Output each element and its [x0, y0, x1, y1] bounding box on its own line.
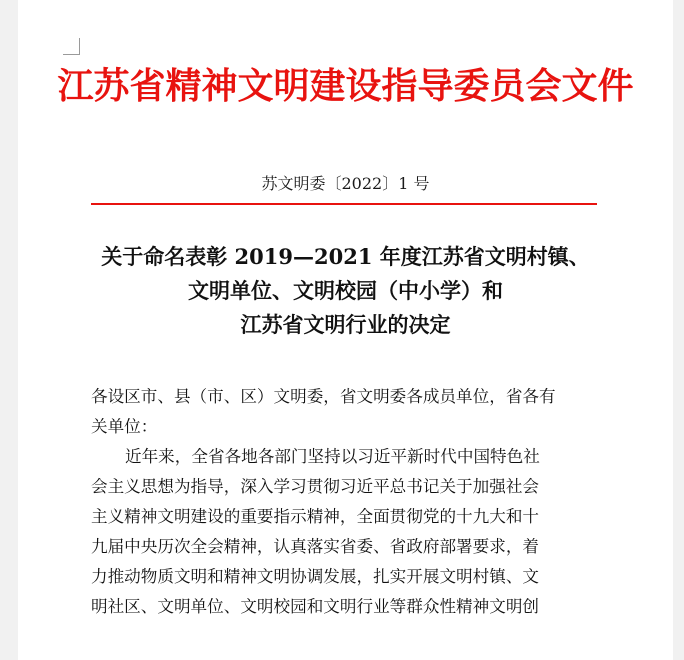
document-body [91, 382, 611, 622]
paragraph-line: 明社区、文明单位、文明校园和文明行业等群众性精神文明创 [91, 597, 540, 616]
paragraph-line: 九届中央历次全会精神，认真落实省委、省政府部署要求，着 [91, 537, 540, 556]
salutation-line: 关单位： [91, 417, 158, 436]
paragraph-line: 近年来，全省各地各部门坚持以习近平新时代中国特色社 [125, 447, 540, 466]
title-line: 文明单位、文明校园（中小学）和 [188, 278, 503, 303]
title-line: 江苏省文明行业的决定 [240, 312, 451, 337]
page-corner-mark [63, 38, 80, 55]
paragraph-line: 力推动物质文明和精神文明协调发展，扎实开展文明村镇、文 [91, 567, 540, 586]
paragraph-line: 主义精神文明建设的重要指示精神，全面贯彻党的十九大和十 [91, 507, 540, 526]
title-line: 关于命名表彰 2019—2021 年度江苏省文明村镇、 [101, 244, 590, 269]
document-issuer-header: 江苏省精神文明建设指导委员会文件 [57, 65, 634, 107]
salutation-line: 各设区市、县（市、区）文明委，省文明委各成员单位，省各有 [91, 387, 556, 406]
document-number: 苏文明委〔2022〕1 号 [261, 174, 430, 193]
document-title [18, 240, 673, 342]
red-divider-rule [91, 203, 597, 205]
document-page [18, 0, 673, 660]
paragraph-line: 会主义思想为指导，深入学习贯彻习近平总书记关于加强社会 [91, 477, 540, 496]
